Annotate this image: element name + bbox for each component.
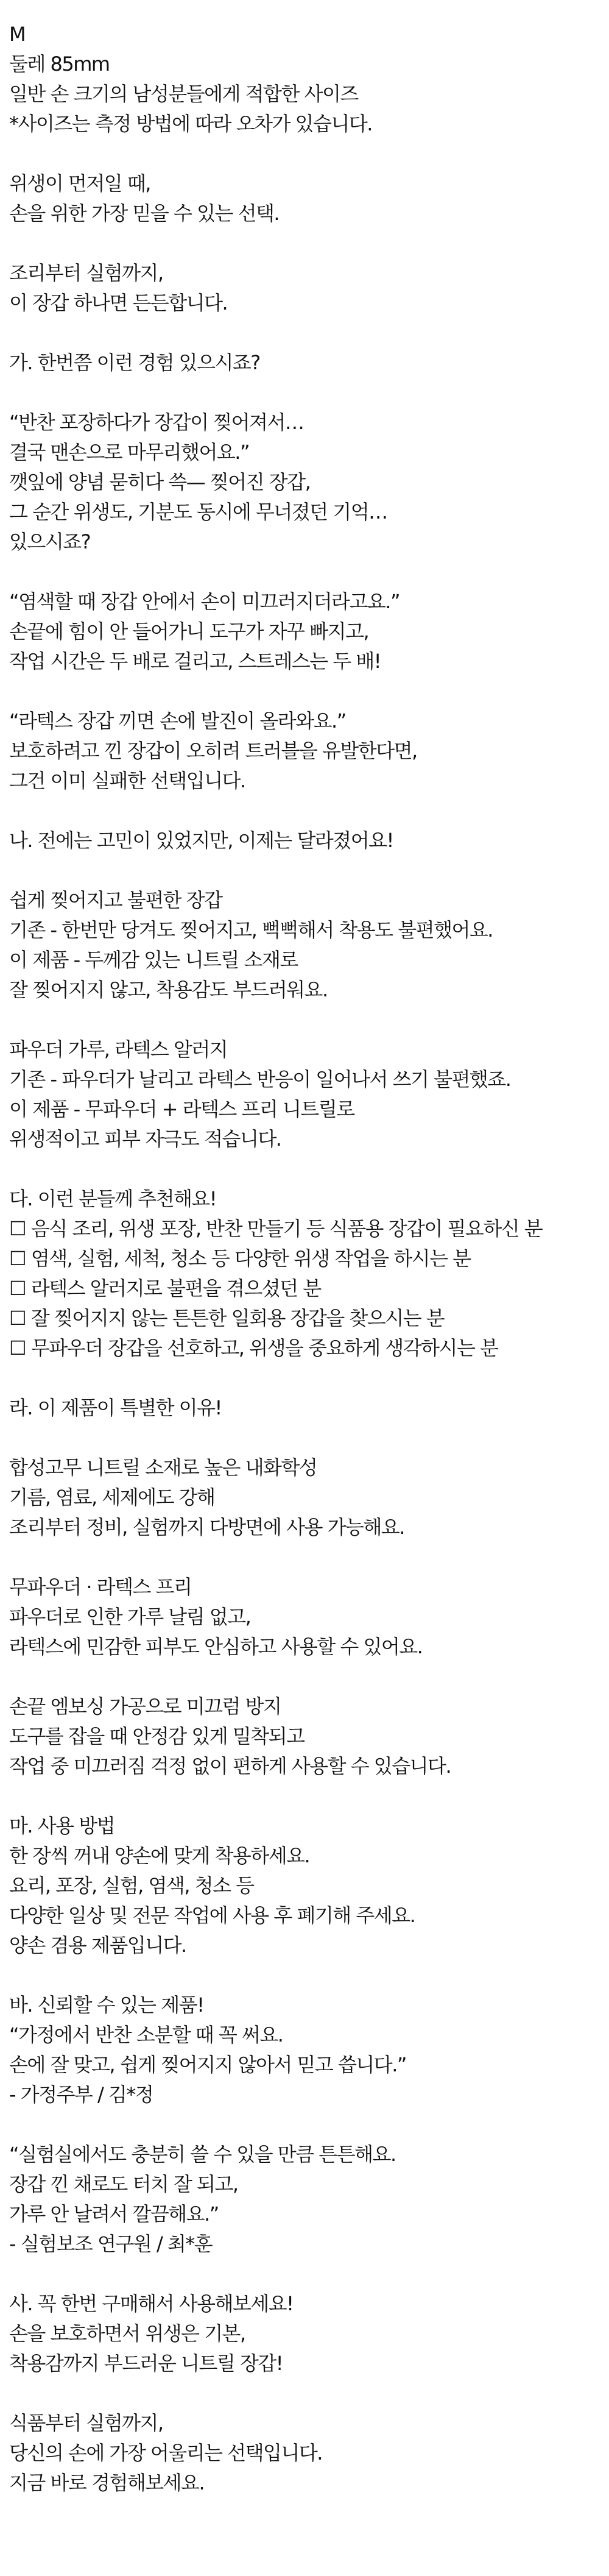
blank-line [9,1781,600,1811]
text-line: 손을 위한 가장 믿을 수 있는 선택. [9,202,280,225]
text-line: 한 장씩 꺼내 양손에 맞게 착용하세요. [9,1844,310,1867]
text-line: 손에 잘 맞고, 쉽게 찢어지지 않아서 믿고 씁니다.” [9,2053,406,2076]
text-line: 합성고무 니트릴 소재로 높은 내화학성 [9,1456,317,1479]
text-line: 양손 겸용 제품입니다. [9,1934,186,1957]
blank-line [9,1960,600,1990]
blank-line [9,676,600,706]
text-line: 기존 - 파우더가 날리고 라텍스 반응이 일어나서 쓰기 불편했죠. [9,1068,511,1091]
blank-line [9,229,600,258]
text-line: ☐ 음식 조리, 위생 포장, 반찬 만들기 등 식품용 장갑이 필요하신 분 [9,1217,543,1240]
text-line: 바. 신뢰할 수 있는 제품! [9,1993,204,2017]
text-line: 깻잎에 양념 묻히다 쓱— 찢어진 장갑, [9,470,311,494]
blank-line [9,1542,600,1572]
text-line: 조리부터 정비, 실험까지 다방면에 사용 가능해요. [9,1516,404,1539]
text-line: “실험실에서도 충분히 쓸 수 있을 만큼 튼튼해요. [9,2143,396,2166]
text-line: 라. 이 제품이 특별한 이유! [9,1396,222,1419]
text-line: 손끝에 힘이 안 들어가니 도구가 자꾸 빠지고, [9,620,369,643]
text-line: 사. 꼭 한번 구매해서 사용해보세요! [9,2292,294,2315]
text-line: “라텍스 장갑 끼면 손에 발진이 올라와요.” [9,709,346,733]
text-line: ☐ 라텍스 알러지로 불편을 겪으셨던 분 [9,1277,321,1300]
text-line: 요리, 포장, 실험, 염색, 청소 등 [9,1874,254,1897]
text-line: 당신의 손에 가장 어울리는 선택입니다. [9,2441,322,2464]
text-line: M [9,23,26,46]
text-line: 작업 중 미끄러짐 걱정 없이 편하게 사용할 수 있습니다. [9,1755,451,1778]
blank-line [9,1423,600,1453]
text-line: 기존 - 한번만 당겨도 찢어지고, 뻑뻑해서 착용도 불편했어요. [9,918,493,942]
text-line: 결국 맨손으로 마무리했어요.” [9,441,250,464]
text-line: 가루 안 날려서 깔끔해요.” [9,2202,219,2226]
blank-line [9,796,600,826]
text-line: ☐ 잘 찢어지지 않는 튼튼한 일회용 장갑을 찾으시는 분 [9,1307,445,1330]
text-line: 그건 이미 실패한 선택입니다. [9,769,245,792]
blank-line [9,1662,600,1692]
text-line: 보호하려고 낀 장갑이 오히려 트러블을 유발한다면, [9,739,417,762]
text-line: 나. 전에는 고민이 있었지만, 이제는 달라졌어요! [9,829,393,852]
text-line: 지금 바로 경험해보세요. [9,2471,205,2494]
text-line: ☐ 염색, 실험, 세척, 청소 등 다양한 위생 작업을 하시는 분 [9,1247,471,1270]
text-line: 파우더로 인한 가루 날림 없고, [9,1605,251,1628]
text-line: 둘레 85mm [9,52,110,76]
blank-line [9,139,600,169]
text-line: “반찬 포장하다가 장갑이 찢어져서… [9,411,304,434]
blank-line [9,1005,600,1035]
blank-line [9,1154,600,1184]
text-line: 이 제품 - 두께감 있는 니트릴 소재로 [9,948,298,971]
text-line: 마. 사용 방법 [9,1814,115,1837]
text-line: 무파우더 · 라텍스 프리 [9,1575,192,1598]
text-line: 작업 시간은 두 배로 걸리고, 스트레스는 두 배! [9,650,381,673]
text-line: 기름, 염료, 세제에도 강해 [9,1486,215,1509]
text-line: “가정에서 반찬 소분할 때 꼭 써요. [9,2023,283,2046]
text-line: 손을 보호하면서 위생은 기본, [9,2322,245,2345]
blank-line [9,1363,600,1393]
blank-line [9,318,600,348]
text-line: 조리부터 실험까지, [9,261,163,285]
blank-line [9,2379,600,2408]
text-line: 그 순간 위생도, 기분도 동시에 무너졌던 기억… [9,500,387,523]
text-line: 쉽게 찢어지고 불편한 장갑 [9,889,222,912]
text-line: 이 장갑 하나면 든든합니다. [9,291,228,314]
text-line: 있으시죠? [9,530,91,553]
text-line: 다. 이런 분들께 추천해요! [9,1187,217,1210]
blank-line [9,557,600,587]
blank-line [9,2259,600,2289]
blank-line [9,856,600,885]
text-line: 이 제품 - 무파우더 + 라텍스 프리 니트릴로 [9,1098,354,1121]
text-line: 위생적이고 피부 자극도 적습니다. [9,1127,281,1151]
text-line: 식품부터 실험까지, [9,2411,163,2435]
blank-line [9,378,600,408]
text-line: 가. 한번쯤 이런 경험 있으시죠? [9,351,260,374]
text-line: - 가정주부 / 김*정 [9,2083,153,2106]
text-line: 라텍스에 민감한 피부도 안심하고 사용할 수 있어요. [9,1635,423,1658]
text-line: 손끝 엠보싱 가공으로 미끄럼 방지 [9,1695,281,1718]
text-line: 다양한 일상 및 전문 작업에 사용 후 폐기해 주세요. [9,1904,415,1927]
text-line: 잘 찢어지지 않고, 착용감도 부드러워요. [9,978,328,1001]
text-line: 위생이 먼저일 때, [9,172,150,195]
text-line: 도구를 잡을 때 안정감 있게 밀착되고 [9,1725,304,1748]
text-line: 파우더 가루, 라텍스 알러지 [9,1038,228,1061]
blank-line [9,2110,600,2140]
text-line: 착용감까지 부드러운 니트릴 장갑! [9,2352,283,2375]
text-line: 일반 손 크기의 남성분들에게 적합한 사이즈 [9,82,358,105]
text-line: ☐ 무파우더 장갑을 선호하고, 위생을 중요하게 생각하시는 분 [9,1336,498,1360]
text-line: “염색할 때 장갑 안에서 손이 미끄러지더라고요.” [9,590,400,613]
text-line: - 실험보조 연구원 / 최*훈 [9,2232,213,2255]
text-line: 장갑 낀 채로도 터치 잘 되고, [9,2173,238,2196]
text-line: *사이즈는 측정 방법에 따라 오차가 있습니다. [9,112,372,135]
